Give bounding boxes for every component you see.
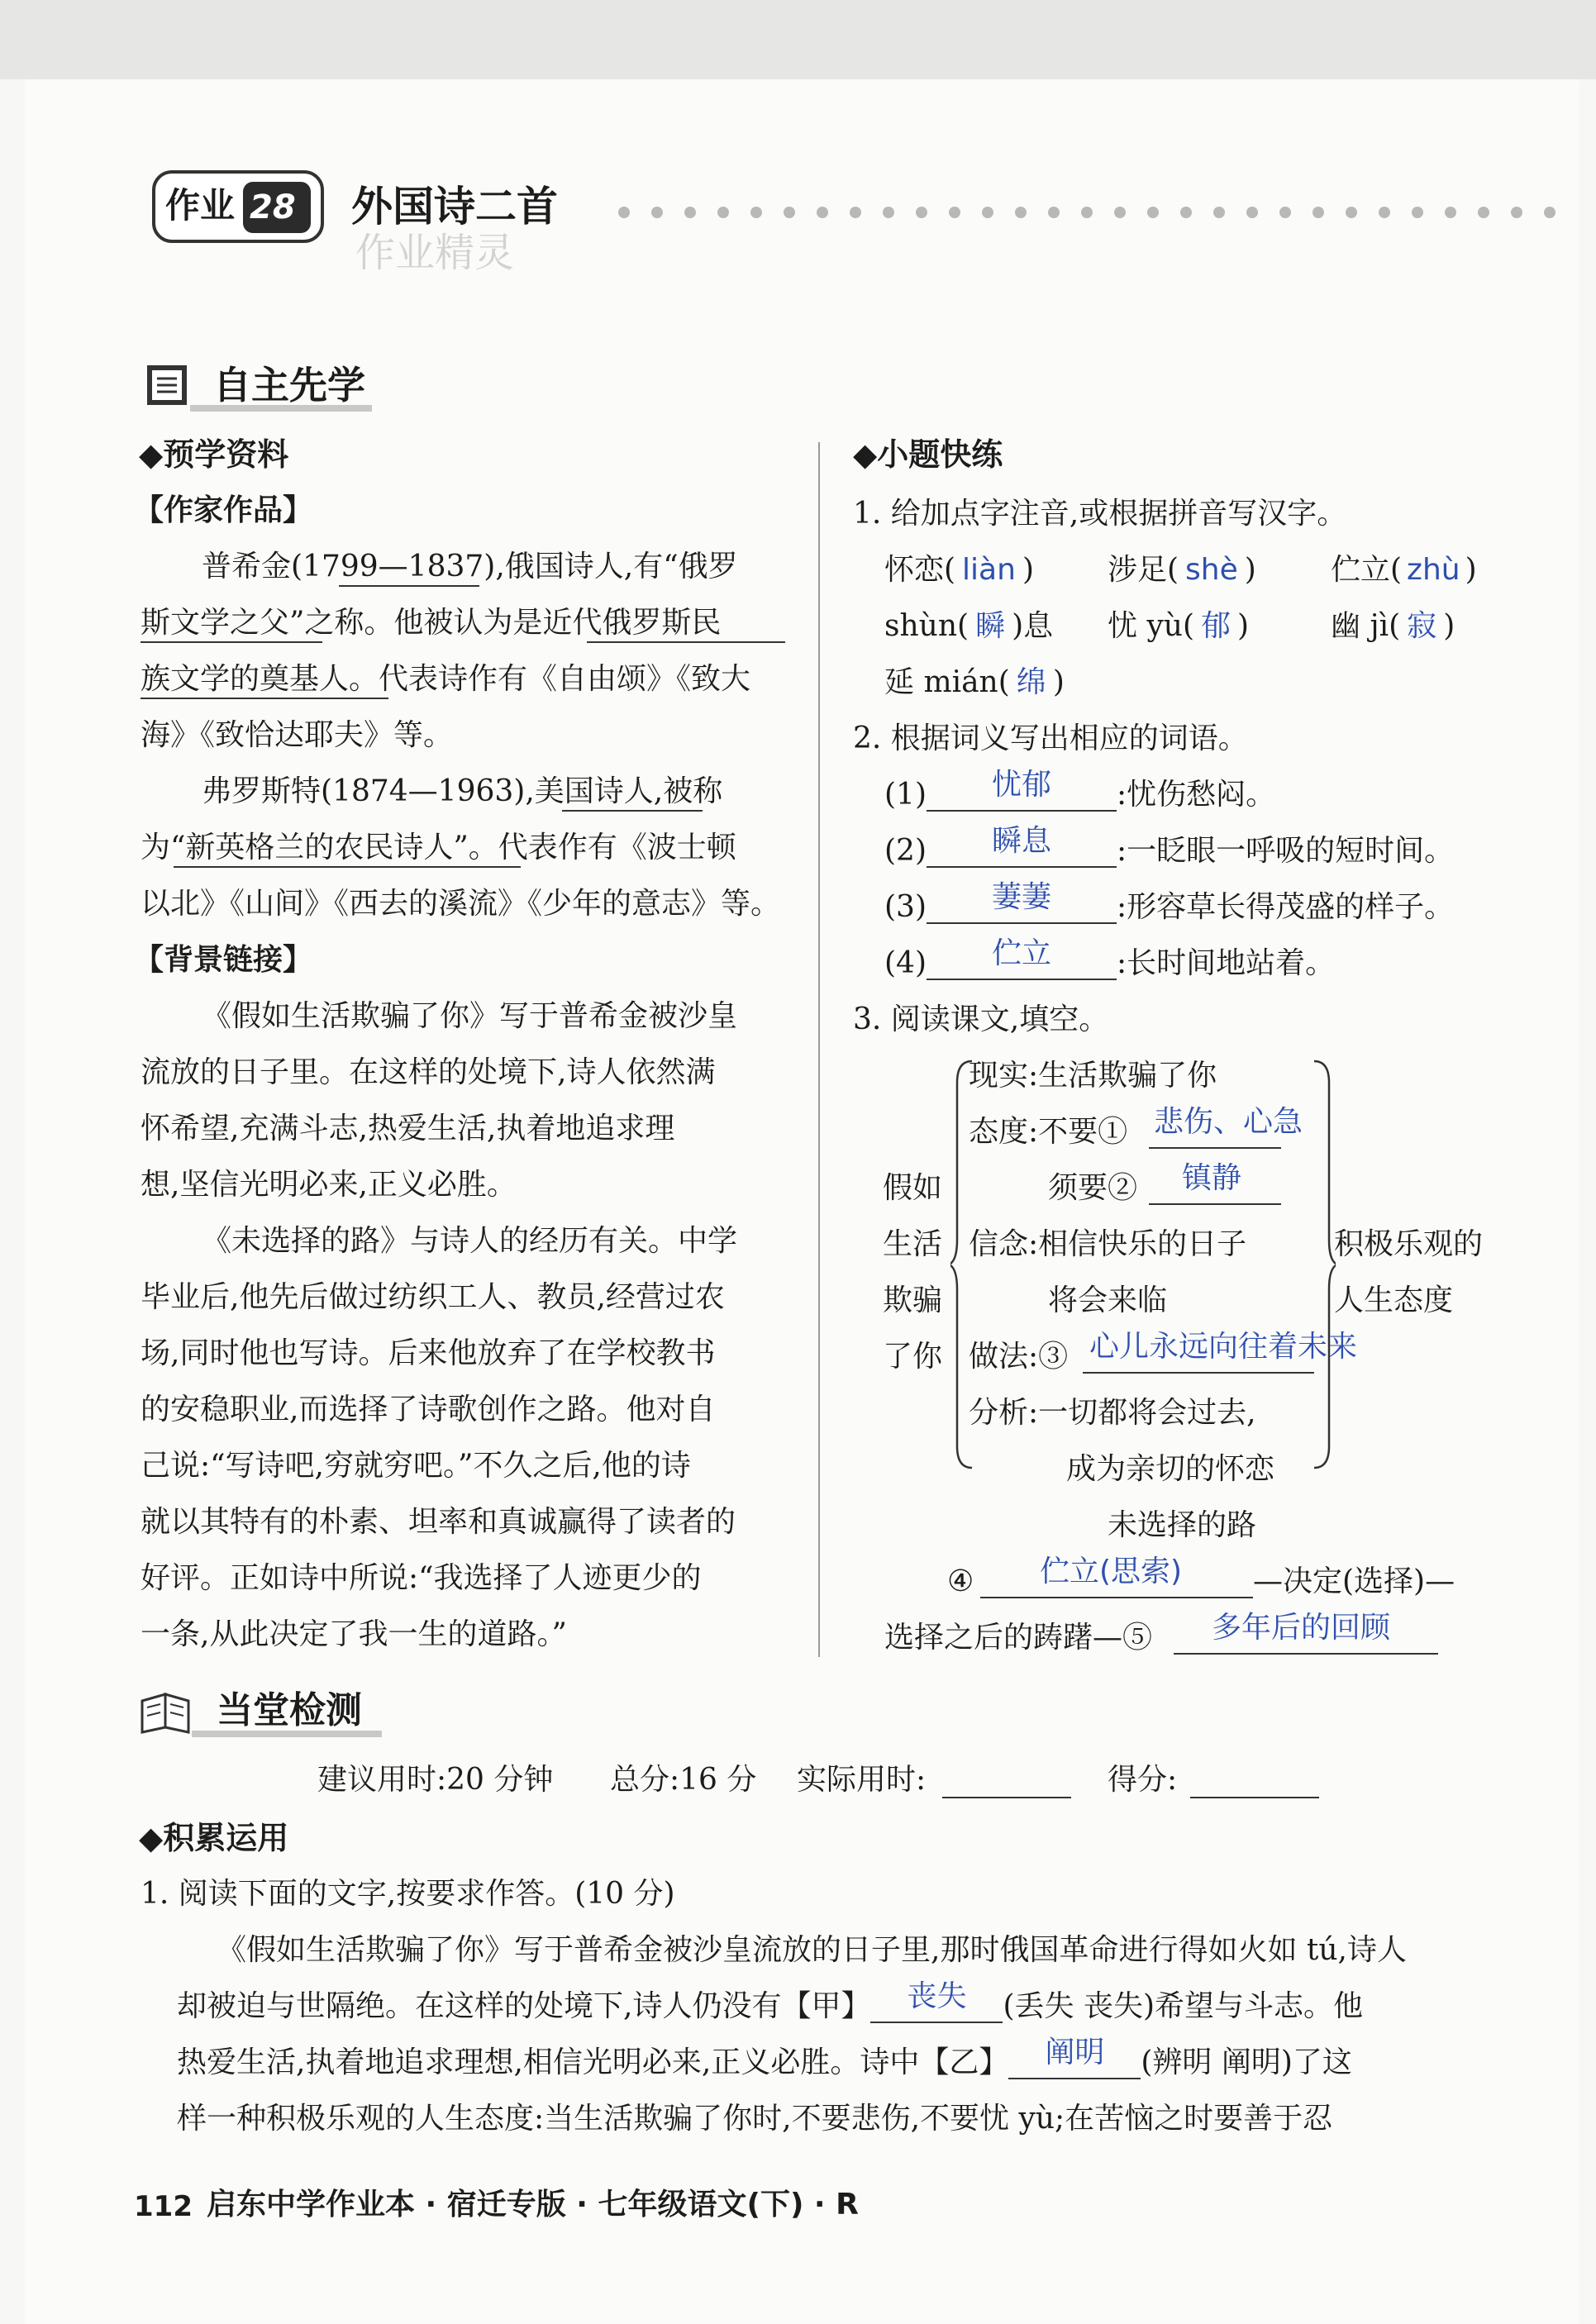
top-scan-band: [0, 0, 1596, 79]
q2-blank: [927, 936, 1117, 980]
q1-word: 延 mián(: [884, 665, 1010, 699]
q3-row-action: 做法:③: [969, 1340, 1069, 1374]
q1-word: 幽 jì(: [1331, 609, 1401, 643]
passage-line-2a: 却被迫与世隔绝。在这样的处境下,诗人仍没有【甲】: [177, 1989, 871, 2023]
passage-line-2: [177, 1979, 1363, 2023]
q3-blank-3: [1083, 1372, 1314, 1374]
passage-answer-yi: 阐明: [1045, 2036, 1105, 2069]
q2-num: (4): [884, 946, 927, 980]
section-self-study-title: 自主先学: [213, 363, 365, 407]
para-frost-3: 以北》《山间》《西去的溪流》《少年的意志》等。: [141, 887, 781, 921]
q1-answer: 寂: [1407, 609, 1437, 643]
para-bg-4: 想,坚信光明必来,正义必胜。: [141, 1168, 517, 1202]
q3-left-label-2: 生活: [883, 1227, 943, 1261]
q2-item: [884, 768, 1276, 812]
q2-num: (1): [884, 778, 927, 812]
underline-mark: [141, 641, 322, 643]
passage-line-4: 样一种积极乐观的人生态度:当生活欺骗了你时,不要悲伤,不要忧 yù;在苦恼之时要善于忍: [177, 2102, 1333, 2136]
q2-item: [884, 936, 1336, 980]
q3-row-analysis-2: 成为亲切的怀恋: [1066, 1452, 1275, 1486]
q1-answer: 绵: [1016, 665, 1046, 699]
background-heading: 【背景链接】: [134, 943, 313, 977]
passage-line-3: [177, 2036, 1352, 2079]
para-pushkin-1: 普希金(1799—1837),俄国诗人,有“俄罗: [202, 550, 738, 583]
passage-line-2b: (丢失 丧失)希望与斗志。他: [1003, 1989, 1363, 2023]
q1-close: ): [1052, 665, 1065, 699]
q3-left-label-1: 假如: [883, 1171, 943, 1205]
page-title: 外国诗二首: [351, 183, 558, 231]
q3-row-attitude: 态度:不要①: [969, 1115, 1128, 1149]
q1-close: ): [1443, 609, 1455, 643]
page-number: 112: [134, 2190, 193, 2223]
para-frost-2: 为“新英格兰的农民诗人”。代表作有《波士顿: [141, 831, 736, 864]
underline-mark: [339, 585, 479, 587]
meta-score: 总分:16 分: [610, 1763, 757, 1797]
q3-answer-3: 心儿永远向往着未来: [1089, 1330, 1358, 1364]
q1-answer: liàn: [962, 553, 1016, 587]
meta-actual: 实际用时:: [797, 1763, 927, 1797]
preview-heading: ◆预学资料: [139, 436, 289, 473]
q3-road-title: 未选择的路: [1108, 1508, 1257, 1542]
q3-answer-4: 伫立(思索): [1040, 1555, 1183, 1588]
meta-got-blank: [1190, 1797, 1319, 1798]
q2-blank: [927, 880, 1117, 924]
q3-row-need: 须要②: [1048, 1171, 1138, 1205]
q1-close: )息: [1012, 609, 1054, 643]
q1-word: 忧 yù(: [1108, 609, 1195, 643]
q3-road-after: 选择之后的踌躇—⑤: [884, 1621, 1153, 1655]
assignment-badge: [150, 165, 326, 248]
q3-row-belief: 信念:相信快乐的日子: [969, 1227, 1247, 1261]
passage-blank-yi: [1008, 2036, 1141, 2079]
q2-blank: [927, 768, 1117, 812]
q1-stem: 1. 给加点字注音,或根据拼音写汉字。: [853, 497, 1347, 531]
q1-answer: zhù: [1407, 553, 1460, 587]
q2-num: (3): [884, 890, 927, 924]
badge-label: 作业: [165, 185, 236, 226]
q2-blank: [927, 824, 1117, 868]
meta-got: 得分:: [1108, 1763, 1178, 1797]
meta-time: 建议用时:20 分钟: [317, 1763, 554, 1797]
q1-item: [1331, 609, 1455, 643]
section-self-study-header: [141, 357, 388, 415]
q3-blank-5: [1174, 1653, 1438, 1655]
passage-line-3a: 热爱生活,执着地追求理想,相信光明必来,正义必胜。诗中【乙】: [177, 2045, 1009, 2079]
q2-answer: 萋萋: [991, 880, 1051, 914]
para-road-2: 毕业后,他先后做过纺织工人、教员,经营过农: [141, 1280, 725, 1314]
q2-item: [884, 824, 1455, 868]
passage-answer-jia: 丧失: [907, 1979, 967, 2013]
q1-answer: 瞬: [975, 609, 1006, 643]
q3-blank-2: [1149, 1203, 1281, 1205]
underline-mark: [174, 866, 521, 868]
accumulation-heading: ◆积累运用: [139, 1820, 289, 1856]
q2-answer: 伫立: [991, 936, 1051, 970]
para-bg-2: 流放的日子里。在这样的处境下,诗人依然满: [141, 1055, 716, 1089]
q3-answer-1: 悲伤、心急: [1154, 1105, 1303, 1139]
para-pushkin-3: 族文学的奠基人。代表诗作有《自由颂》《致大: [141, 662, 751, 696]
q3-right-label-1: 积极乐观的: [1334, 1227, 1484, 1261]
q1-close: ): [1237, 609, 1250, 643]
q1-answer: shè: [1185, 553, 1238, 587]
q2-meaning: :长时间地站着。: [1117, 946, 1336, 980]
q1-item: [884, 665, 1065, 699]
q1-close: ): [1244, 553, 1256, 587]
q1-word: 怀恋(: [884, 553, 956, 587]
para-pushkin-2: 斯文学之父”之称。他被认为是近代俄罗斯民: [141, 606, 722, 640]
para-pushkin-4: 海》《致恰达耶夫》等。: [141, 718, 454, 752]
para-road-1: 《未选择的路》与诗人的经历有关。中学: [202, 1224, 738, 1258]
para-road-5: 己说:“写诗吧,穷就穷吧。”不久之后,他的诗: [141, 1449, 691, 1483]
q1-word: 涉足(: [1108, 553, 1179, 587]
q3-right-label-2: 人生态度: [1334, 1283, 1454, 1317]
q1-word: 伫立(: [1331, 553, 1403, 587]
q3-blank-4: [980, 1597, 1253, 1598]
column-divider: [818, 442, 820, 1657]
q2-num: (2): [884, 834, 927, 868]
passage-line-1: 《假如生活欺骗了你》写于普希金被沙皇流放的日子里,那时俄国革命进行得如火如 tú,诗人: [217, 1933, 1407, 1967]
q3-road-circle4: ④: [947, 1564, 974, 1598]
section-class-test-title: 当堂检测: [217, 1689, 362, 1731]
title-dot-rule: [616, 200, 1558, 225]
quick-practice-heading: ◆小题快练: [853, 436, 1003, 473]
passage-blank-jia: [870, 1979, 1003, 2023]
q3-right-brace: [1311, 1058, 1336, 1471]
q3-row-belief-2: 将会来临: [1048, 1283, 1168, 1317]
q1-close: ): [1465, 553, 1477, 587]
q1-answer: 郁: [1201, 609, 1232, 643]
underline-mark: [562, 810, 703, 812]
underline-mark: [587, 641, 785, 643]
q2-answer: 忧郁: [991, 768, 1051, 802]
q1-item: [884, 555, 1034, 585]
q3-left-label-3: 欺骗: [883, 1283, 943, 1317]
author-works-heading: 【作家作品】: [134, 493, 313, 527]
para-road-8: 一条,从此决定了我一生的道路。”: [141, 1617, 567, 1651]
para-road-7: 好评。正如诗中所说:“我选择了人迹更少的: [141, 1561, 702, 1595]
q3-road-decide: —决定(选择)—: [1253, 1564, 1455, 1598]
q3-row-analysis: 分析:一切都将会过去,: [969, 1396, 1256, 1430]
s2-q1-stem: 1. 阅读下面的文字,按要求作答。(10 分): [141, 1877, 675, 1911]
passage-line-3b: (辨明 阐明)了这: [1141, 2045, 1352, 2079]
q2-answer: 瞬息: [991, 824, 1051, 858]
para-road-4: 的安稳职业,而选择了诗歌创作之路。他对自: [141, 1393, 716, 1426]
q1-close: ): [1022, 553, 1034, 587]
q2-meaning: :一眨眼一呼吸的短时间。: [1117, 834, 1455, 868]
q2-meaning: :形容草长得茂盛的样子。: [1117, 890, 1455, 924]
para-bg-1: 《假如生活欺骗了你》写于普希金被沙皇: [202, 999, 738, 1033]
para-bg-3: 怀希望,充满斗志,热爱生活,执着地追求理: [141, 1112, 675, 1145]
q3-answer-2: 镇静: [1182, 1161, 1242, 1195]
section-class-test-header: [137, 1683, 402, 1741]
q2-meaning: :忧伤愁闷。: [1117, 778, 1276, 812]
q1-item: [1108, 609, 1250, 643]
meta-actual-blank: [942, 1797, 1071, 1798]
q3-blank-1: [1149, 1147, 1281, 1149]
q3-stem: 3. 阅读课文,填空。: [853, 1002, 1109, 1036]
q3-answer-5: 多年后的回顾: [1212, 1611, 1391, 1645]
q1-item: [1108, 555, 1256, 585]
watermark-text: 作业精灵: [355, 230, 515, 276]
underline-mark: [141, 698, 388, 699]
q1-word: shùn(: [884, 609, 970, 643]
q2-stem: 2. 根据词义写出相应的词语。: [853, 721, 1248, 755]
para-frost-1: 弗罗斯特(1874—1963),美国诗人,被称: [202, 774, 723, 808]
q1-item: [1331, 555, 1477, 585]
book-title: 启东中学作业本 · 宿迁专版 · 七年级语文(下) · R: [207, 2188, 859, 2222]
worksheet-page: [25, 79, 1579, 2324]
para-road-3: 场,同时他也写诗。后来他放弃了在学校教书: [141, 1336, 716, 1370]
q1-item: [884, 609, 1054, 643]
q3-left-label-4: 了你: [883, 1340, 943, 1374]
badge-number: 28: [250, 188, 296, 226]
q3-row-reality: 现实:生活欺骗了你: [969, 1059, 1217, 1093]
q2-item: [884, 880, 1455, 924]
para-road-6: 就以其特有的朴素、坦率和真诚赢得了读者的: [141, 1505, 736, 1539]
